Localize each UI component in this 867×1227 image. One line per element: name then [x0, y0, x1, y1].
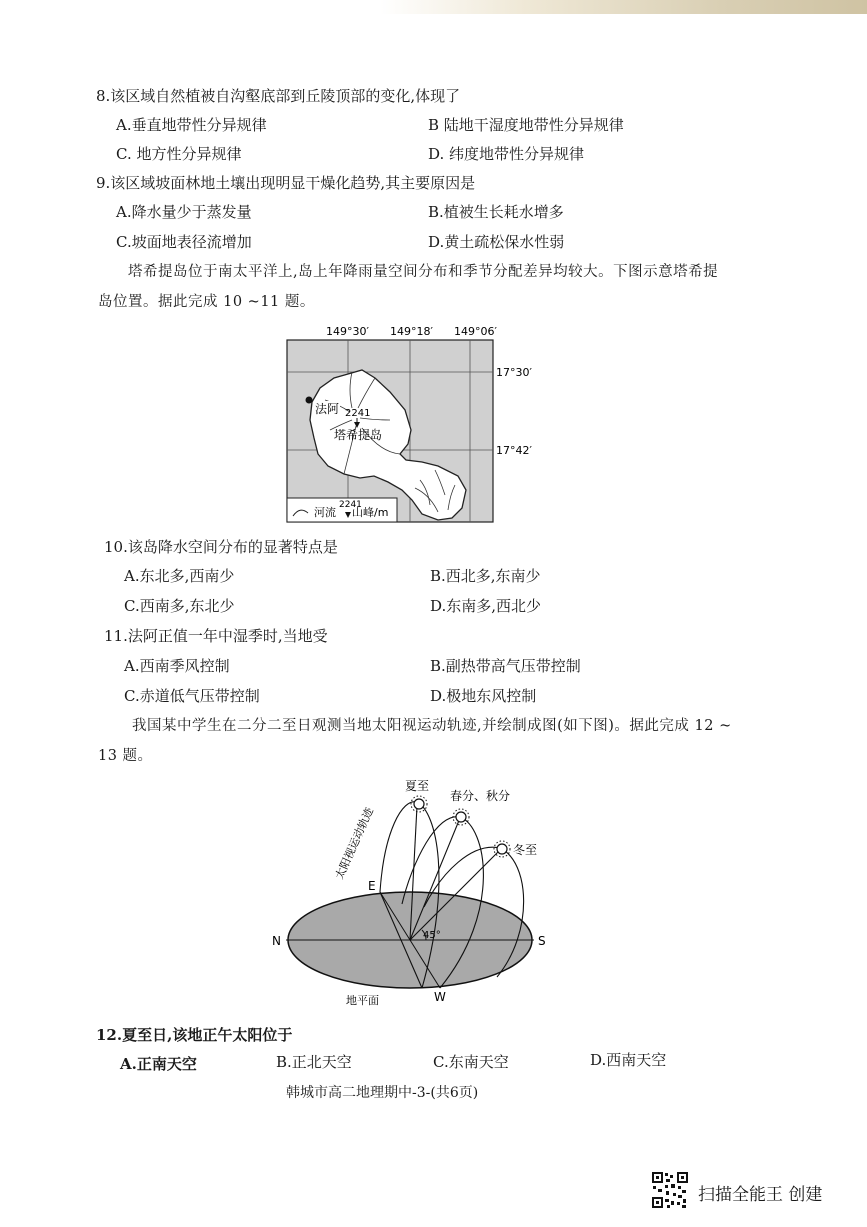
- horizon-label: 地平面: [346, 994, 379, 1007]
- q11-option-a: A.西南季风控制: [124, 657, 230, 675]
- q8-option-d: D. 纬度地带性分异规律: [428, 145, 585, 163]
- intro-10-11-line1: 塔希提岛位于南太平洋上,岛上年降雨量空间分布和季节分配差异均较大。下图示意塔希提: [128, 264, 719, 280]
- lon-label-1: 149°30′: [326, 325, 369, 338]
- north-label: N: [272, 934, 281, 948]
- peak-elevation: 2241: [345, 408, 371, 419]
- lat-label-1: 17°30′: [496, 366, 532, 379]
- intro-10-11-line2: 岛位置。据此完成 10 ~11 题。: [98, 294, 315, 310]
- south-label: S: [538, 934, 546, 948]
- winter-solstice-label: 冬至: [513, 843, 538, 857]
- tahiti-map: [280, 320, 550, 530]
- q11-stem: 11.法阿正值一年中湿季时,当地受: [104, 627, 328, 645]
- q8-option-c: C. 地方性分异规律: [116, 145, 242, 163]
- q10-option-a: A.东北多,西南少: [124, 567, 235, 585]
- q12-option-a: A.正南天空: [120, 1055, 197, 1073]
- legend-river-label: 河流: [314, 506, 336, 519]
- equinox-label: 春分、秋分: [450, 789, 511, 803]
- q8-option-a: A.垂直地带性分异规律: [116, 116, 267, 134]
- q10-stem: 10.该岛降水空间分布的显著特点是: [104, 538, 338, 556]
- legend-peak-value: 2241: [339, 500, 362, 510]
- q11-option-d: D.极地东风控制: [430, 687, 537, 705]
- east-label: E: [368, 879, 376, 893]
- faaa-label: 法阿: [315, 402, 340, 416]
- intro-12-13-line1: 我国某中学生在二分二至日观测当地太阳视运动轨迹,并绘制成图(如下图)。据此完成 12 ~: [132, 718, 732, 734]
- q10-option-b: B.西北多,东南少: [430, 567, 541, 585]
- q12-option-b: B.正北天空: [276, 1053, 352, 1071]
- lon-label-2: 149°18′: [390, 325, 433, 338]
- summer-solstice-label: 夏至: [405, 779, 430, 793]
- q9-option-d: D.黄土疏松保水性弱: [428, 233, 565, 251]
- island-label: 塔希提岛: [334, 428, 383, 442]
- lon-label-3: 149°06′: [454, 325, 497, 338]
- q10-option-d: D.东南多,西北少: [430, 597, 542, 615]
- intro-12-13-line2: 13 题。: [98, 748, 153, 764]
- page-footer: 韩城市高二地理期中-3-(共6页): [286, 1085, 479, 1101]
- lat-label-2: 17°42′: [496, 444, 532, 457]
- angle-label: 45°: [423, 930, 441, 941]
- q10-option-c: C.西南多,东北少: [124, 597, 235, 615]
- paper-edge-shadow: [380, 0, 867, 14]
- q11-option-c: C.赤道低气压带控制: [124, 687, 260, 705]
- sun-path-diagram: [262, 772, 562, 1018]
- q12-option-d: D.西南天空: [590, 1051, 667, 1069]
- q9-option-a: A.降水量少于蒸发量: [116, 203, 252, 221]
- track-label: 太阳视运动轨迹: [332, 805, 377, 882]
- scanner-watermark: 扫描全能王 创建: [698, 1185, 823, 1205]
- q9-stem: 9.该区域坡面林地土壤出现明显干燥化趋势,其主要原因是: [96, 174, 476, 192]
- q9-option-c: C.坡面地表径流增加: [116, 233, 252, 251]
- legend-peak-label: 山峰/m: [352, 506, 389, 519]
- q11-option-b: B.副热带高气压带控制: [430, 657, 581, 675]
- west-label: W: [434, 990, 446, 1004]
- winter-sun-icon: [494, 841, 510, 857]
- faaa-marker: [306, 397, 313, 404]
- qr-code-icon: [651, 1171, 689, 1209]
- q12-option-c: C.东南天空: [433, 1053, 509, 1071]
- q8-option-b: B 陆地干湿度地带性分异规律: [428, 116, 624, 134]
- q8-stem: 8.该区域自然植被自沟壑底部到丘陵顶部的变化,体现了: [96, 87, 461, 105]
- q12-stem: 12.夏至日,该地正午太阳位于: [96, 1026, 293, 1044]
- q9-option-b: B.植被生长耗水增多: [428, 203, 564, 221]
